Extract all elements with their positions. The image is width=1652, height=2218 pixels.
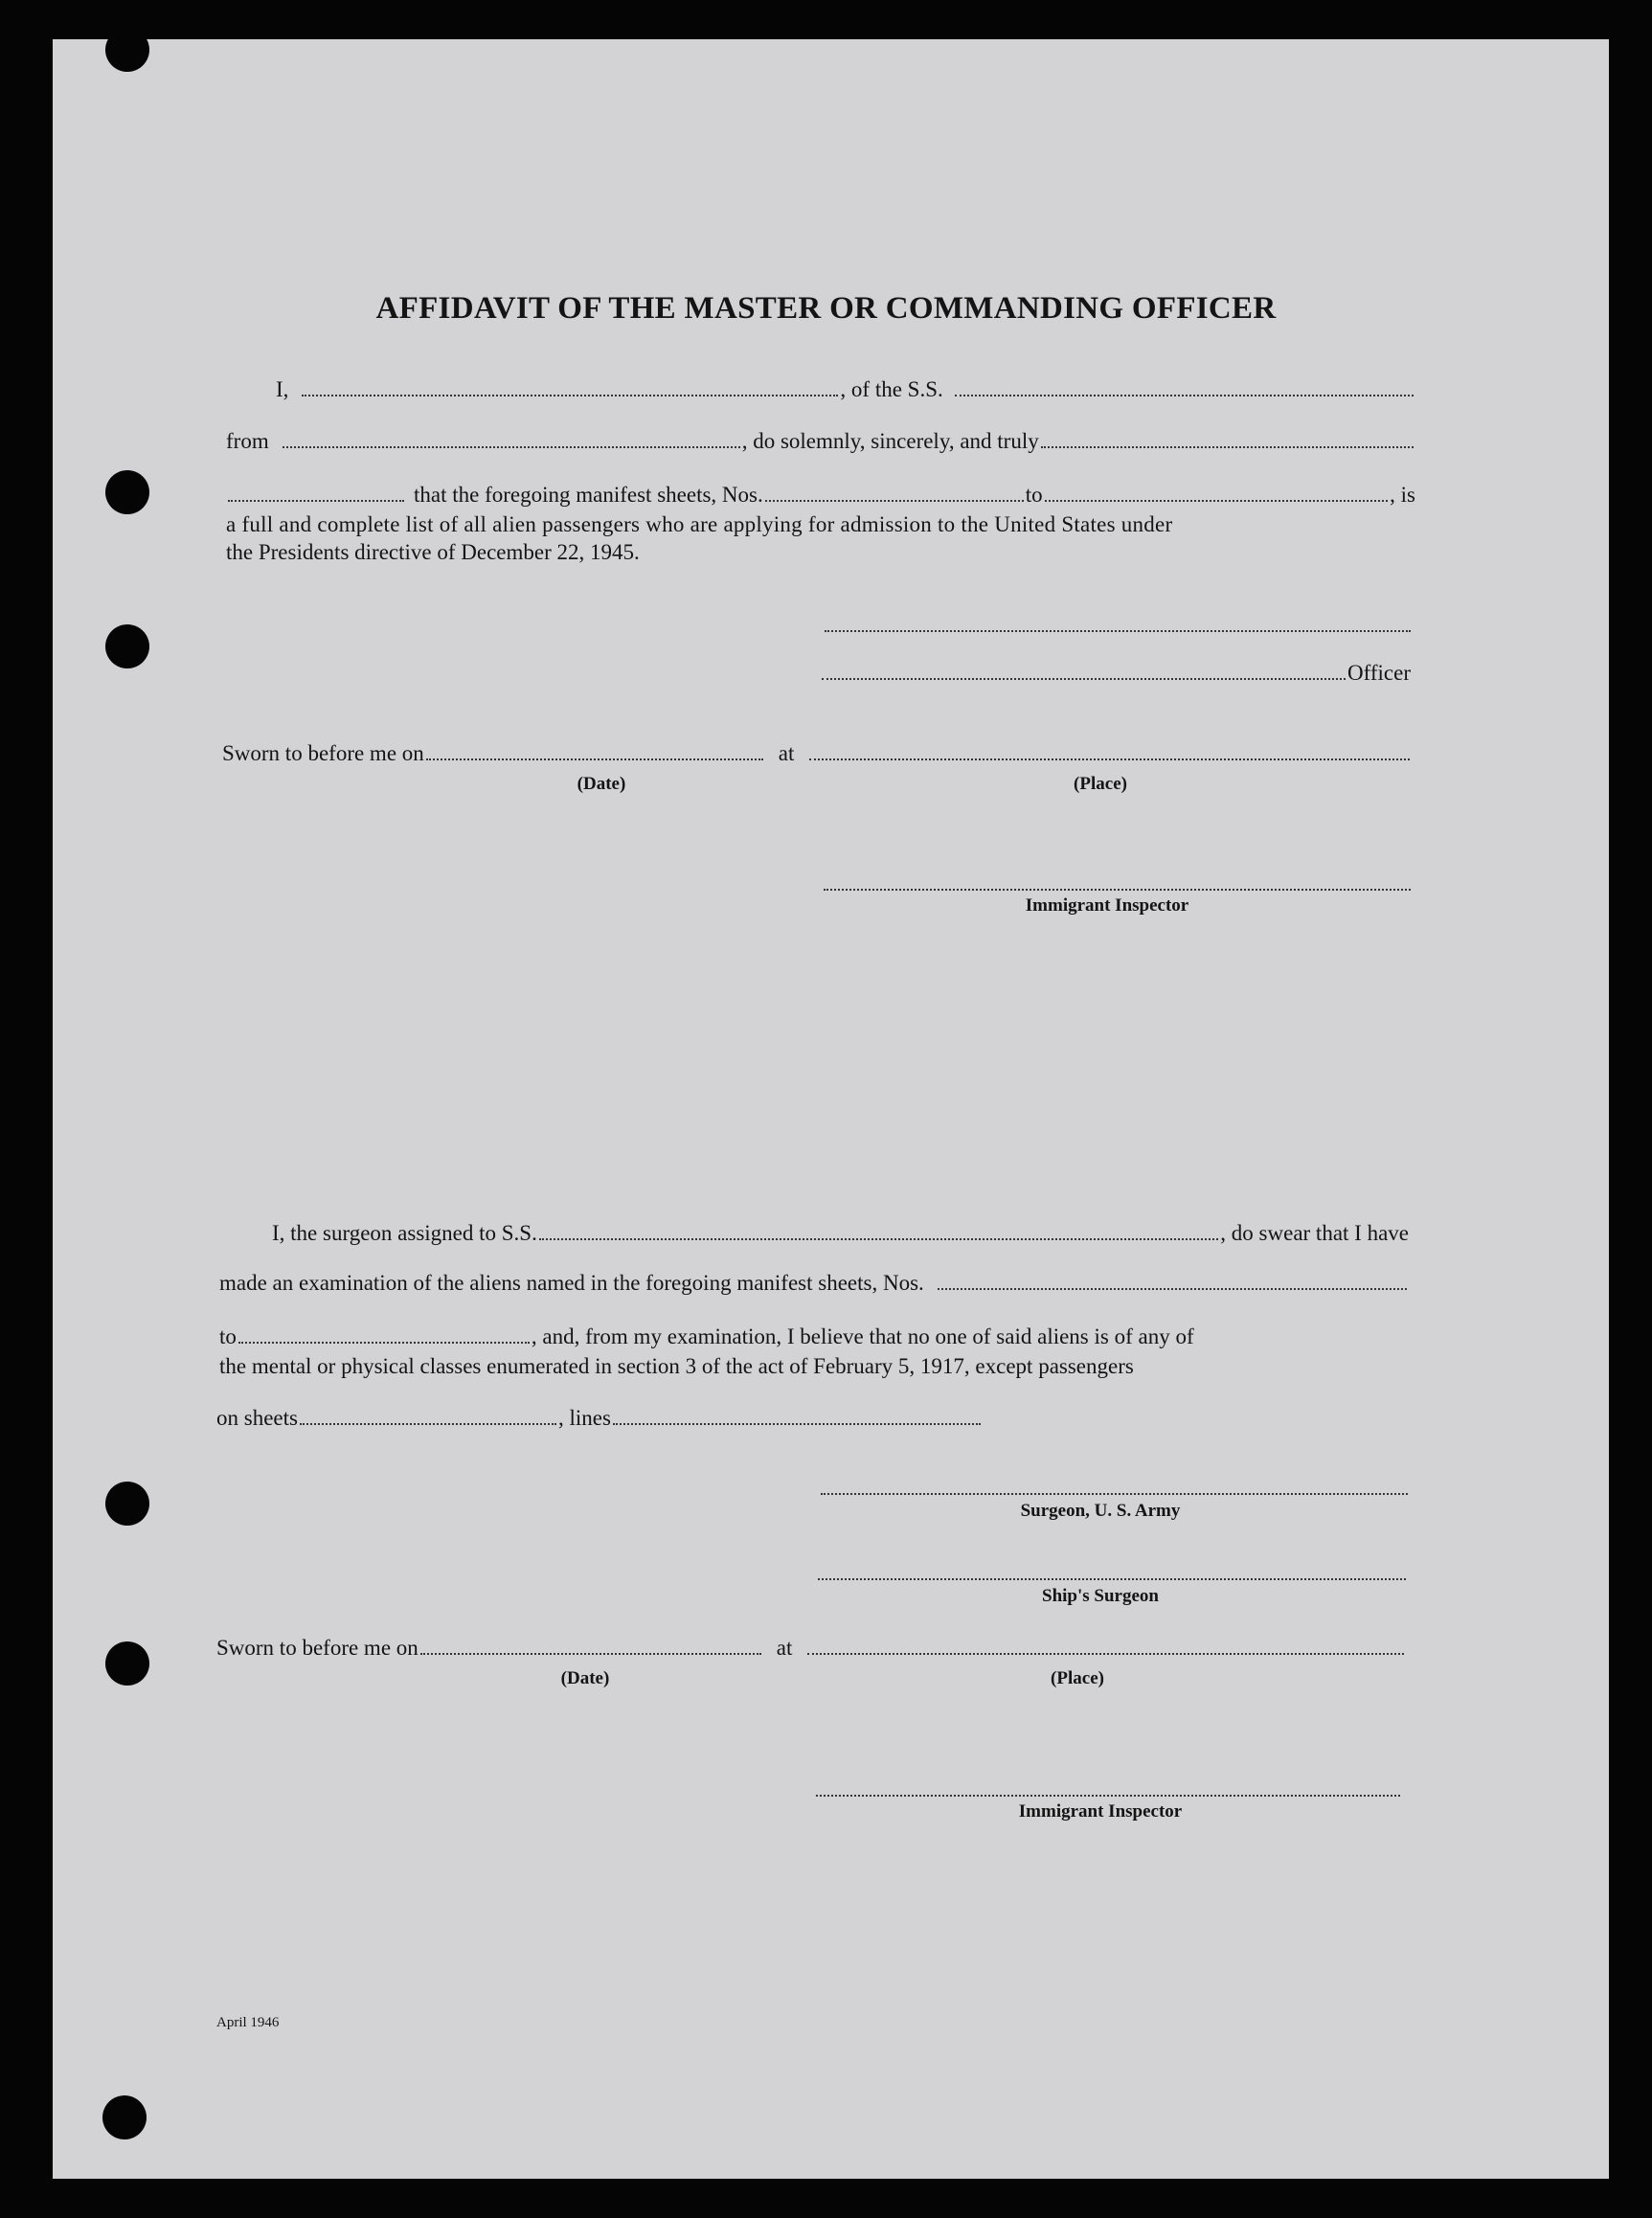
- swear-label: , do swear that I have: [1220, 1221, 1409, 1245]
- master-line-3: [226, 479, 1415, 508]
- sworn-date-field[interactable]: [426, 758, 763, 760]
- surgeon-line-2: [219, 1267, 1409, 1296]
- ship-surgeon-signature-line[interactable]: [818, 1578, 1406, 1580]
- surgeon-line-5: [216, 1402, 983, 1431]
- surgeon-line-3: [219, 1321, 1409, 1349]
- label-from: from: [226, 429, 269, 453]
- label-manifest-sheets: that the foregoing manifest sheets, Nos.: [414, 483, 763, 507]
- label-to: to: [1025, 483, 1043, 507]
- surgeon-line-4: [219, 1350, 1409, 1379]
- sworn-label: Sworn to before me on: [216, 1636, 419, 1660]
- surgeon-intro: I, the surgeon assigned to S.S.: [272, 1221, 537, 1245]
- punch-hole: [105, 1482, 149, 1526]
- inspector-signature-line[interactable]: [816, 1795, 1400, 1797]
- inspector-caption: Immigrant Inspector: [1018, 1801, 1183, 1822]
- except-sheets-field[interactable]: [300, 1423, 556, 1425]
- oath-field[interactable]: [1041, 446, 1414, 448]
- form-title: AFFIDAVIT OF THE MASTER OR COMMANDING OFFICER: [375, 291, 1277, 326]
- master-line-2: [226, 425, 1415, 454]
- surgeon-sworn-date-field[interactable]: [420, 1653, 761, 1655]
- punch-hole: [105, 28, 149, 72]
- form-date: April 1946: [216, 2015, 280, 2030]
- date-caption: (Date): [577, 774, 626, 794]
- at-label: at: [778, 741, 795, 765]
- at-label: at: [776, 1636, 793, 1660]
- sheets-from-field[interactable]: [765, 500, 1024, 502]
- sworn-place-field[interactable]: [809, 758, 1410, 760]
- master-line-5: [226, 536, 640, 565]
- affirm-field[interactable]: [228, 500, 404, 502]
- statement-text: a full and complete list of all alien passengers who are applying for admission to the United States under: [226, 512, 1173, 536]
- master-sworn-row: [222, 737, 1412, 766]
- surgeon-sheets-to-field[interactable]: [238, 1342, 530, 1344]
- exam-text: made an examination of the aliens named in the foregoing manifest sheets, Nos.: [219, 1271, 924, 1295]
- surgeon-sworn-row: [216, 1632, 1406, 1661]
- officer-row: [820, 657, 1411, 686]
- label-i: I,: [276, 377, 289, 401]
- ship-surgeon-caption: Ship's Surgeon: [1042, 1586, 1159, 1606]
- label-to: to: [219, 1324, 237, 1348]
- punch-hole: [105, 1641, 149, 1686]
- inspector-caption: Immigrant Inspector: [1025, 895, 1189, 916]
- master-line-1: [276, 373, 1415, 402]
- sheets-to-field[interactable]: [1045, 500, 1389, 502]
- army-surgeon-caption: Surgeon, U. S. Army: [1020, 1501, 1181, 1521]
- from-field[interactable]: [283, 446, 740, 448]
- label-of-ss: , of the S.S.: [840, 377, 943, 401]
- punch-hole: [105, 470, 149, 514]
- belief-text: , and, from my examination, I believe that no one of said aliens is of any of: [531, 1324, 1194, 1348]
- inspector-signature-line[interactable]: [824, 889, 1411, 891]
- punch-hole: [105, 624, 149, 668]
- punch-hole: [102, 2095, 147, 2139]
- form-page: [53, 39, 1609, 2179]
- classes-text: the mental or physical classes enumerated in section 3 of the act of February 5, 1917, except passengers: [219, 1354, 1134, 1378]
- surgeon-sworn-place-field[interactable]: [807, 1653, 1404, 1655]
- label-is: , is: [1390, 483, 1415, 507]
- label-on-sheets: on sheets: [216, 1406, 298, 1430]
- master-name-field[interactable]: [302, 395, 838, 396]
- label-solemnly: , do solemnly, sincerely, and truly: [741, 429, 1039, 453]
- surgeon-sheets-field[interactable]: [938, 1288, 1407, 1290]
- statement-text: the Presidents directive of December 22, 1945.: [226, 540, 640, 564]
- date-caption: (Date): [560, 1668, 610, 1688]
- label-lines: , lines: [557, 1406, 611, 1430]
- place-caption: (Place): [1051, 1668, 1104, 1688]
- except-lines-field[interactable]: [613, 1423, 981, 1425]
- surgeon-ship-field[interactable]: [539, 1238, 1218, 1240]
- master-line-4: [226, 509, 1415, 537]
- army-surgeon-signature-line[interactable]: [821, 1493, 1408, 1495]
- ship-name-field[interactable]: [955, 395, 1414, 396]
- sworn-label: Sworn to before me on: [222, 741, 424, 765]
- place-caption: (Place): [1074, 774, 1127, 794]
- surgeon-line-1: [272, 1217, 1409, 1246]
- officer-name-field[interactable]: [822, 678, 1346, 680]
- officer-signature-line[interactable]: [825, 630, 1411, 632]
- officer-label: Officer: [1347, 661, 1411, 685]
